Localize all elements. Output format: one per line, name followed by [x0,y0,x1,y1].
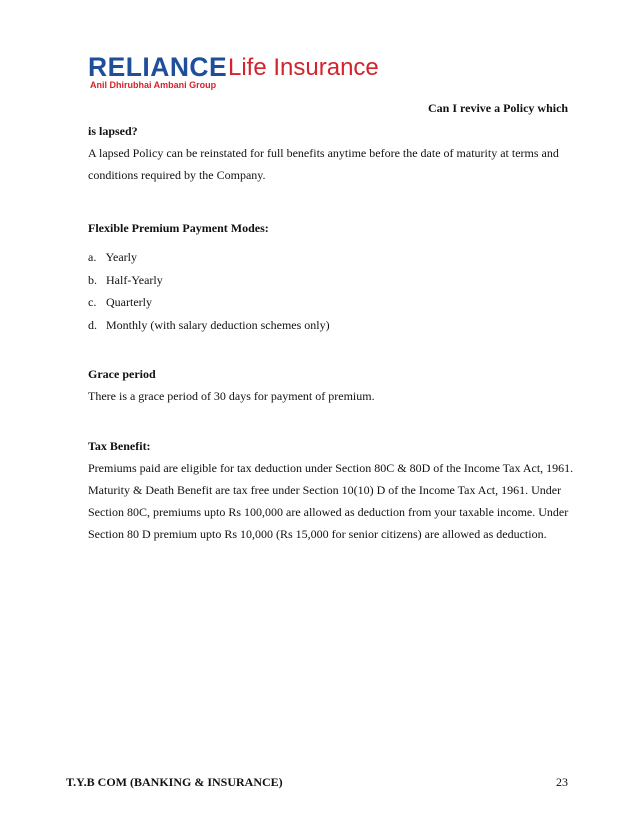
revive-body: A lapsed Policy can be reinstated for full benefits anytime before the date of maturity at terms and conditions required by the Company. [88,146,559,182]
list-item-text: Quarterly [106,295,152,309]
list-item-letter: c. [88,295,97,309]
list-item [88,246,330,269]
list-item-letter: d. [88,317,97,332]
grace-period-title: Grace period [88,367,156,381]
list-item-text: Half-Yearly [106,272,163,287]
premium-modes-list [88,246,330,336]
footer-course: T.Y.B COM (BANKING & INSURANCE) [66,775,283,789]
list-item [88,314,330,337]
list-item-letter: b. [88,272,97,287]
revive-heading-part1: Can I revive a Policy which [428,101,569,115]
revive-heading-part2: is lapsed? [88,124,138,138]
list-item [88,269,330,292]
grace-period-body: There is a grace period of 30 days for payment of premium. [88,389,375,403]
tax-benefit-title: Tax Benefit: [88,439,151,453]
list-item [88,291,330,314]
list-item-letter: a. [88,250,97,264]
logo-group-text: Anil Dhirubhai Ambani Group [90,80,217,90]
premium-modes-title: Flexible Premium Payment Modes: [88,221,269,235]
logo-product-text: Life Insurance [228,54,379,81]
list-item-text: Yearly [105,250,138,264]
page-number: 23 [556,775,568,789]
list-item-text: Monthly (with salary deduction schemes only) [106,317,330,332]
logo-brand-text: RELIANCE [88,52,228,82]
tax-benefit-body: Premiums paid are eligible for tax deduction under Section 80C & 80D of the Income Tax Act, 1961. Maturity & Death Benefit are tax free under Section 10(10) D of the Income Tax Act, 1961. Under Section 80C, premiums upto Rs 100,000 are allowed as deduction from your taxable income. Under Section 80 D premium upto Rs 10,000 (Rs 15,000 for senior citizens) are allowed as deduction. [88,461,574,541]
reliance-logo [88,52,388,92]
